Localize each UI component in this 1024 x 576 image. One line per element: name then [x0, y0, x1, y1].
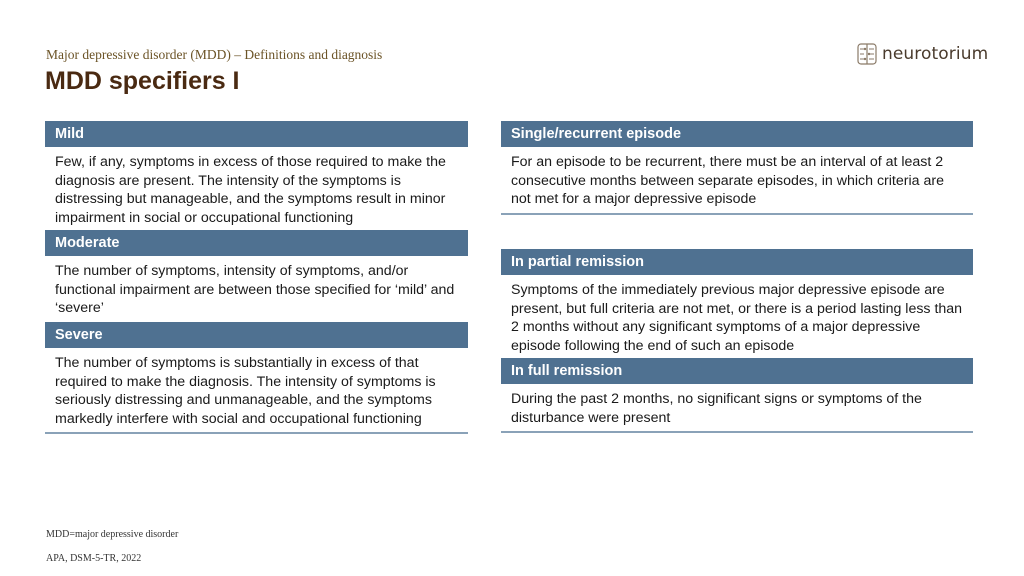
- section-header-mild: Mild: [45, 121, 468, 147]
- section-header-partial-remission: In partial remission: [501, 249, 973, 275]
- abbreviation-note: MDD=major depressive disorder: [46, 529, 179, 540]
- section-text-single-recurrent: For an episode to be recurrent, there must be an interval of at least 2 consecutive months between separate episodes, in which criteria are not met for a major depressive episode: [501, 147, 973, 215]
- specifier-single-recurrent: [501, 121, 973, 215]
- section-text-mild: Few, if any, symptoms in excess of those required to make the diagnosis are present. The intensity of the symptoms is distressing but manageable, and the symptoms result in minor impairment in social or occupational functioning: [45, 147, 468, 233]
- section-header-full-remission: In full remission: [501, 358, 973, 384]
- section-header-moderate: Moderate: [45, 230, 468, 256]
- slide-subtitle: Major depressive disorder (MDD) – Definitions and diagnosis: [46, 47, 383, 62]
- slide-title: MDD specifiers I: [45, 67, 240, 95]
- section-text-full-remission: During the past 2 months, no significant signs or symptoms of the disturbance were present: [501, 384, 973, 433]
- reference-note: APA, DSM-5-TR, 2022: [46, 553, 142, 564]
- specifier-mild: [45, 121, 468, 233]
- section-text-severe: The number of symptoms is substantially in excess of that required to make the diagnosis. The intensity of symptoms is seriously distressing and unmanageable, and the symptoms markedly interfere with social and occupational functioning: [45, 348, 468, 434]
- section-text-moderate: The number of symptoms, intensity of symptoms, and/or functional impairment are between those specified for ‘mild’ and ‘severe’: [45, 256, 468, 324]
- specifier-full-remission: [501, 358, 973, 433]
- section-header-single-recurrent: Single/recurrent episode: [501, 121, 973, 147]
- section-text-partial-remission: Symptoms of the immediately previous major depressive episode are present, but full criteria are not met, or there is a period lasting less than 2 months without any significant symptoms of a major depressive episode following the end of such an episode: [511, 282, 963, 354]
- specifier-severe: [45, 322, 468, 434]
- section-header-severe: Severe: [45, 322, 468, 348]
- specifier-partial-remission: [501, 249, 973, 359]
- specifier-moderate: [45, 230, 468, 324]
- neurotorium-logo: [857, 43, 988, 65]
- logo-text: neurotorium: [882, 44, 989, 64]
- brain-icon: [857, 43, 877, 65]
